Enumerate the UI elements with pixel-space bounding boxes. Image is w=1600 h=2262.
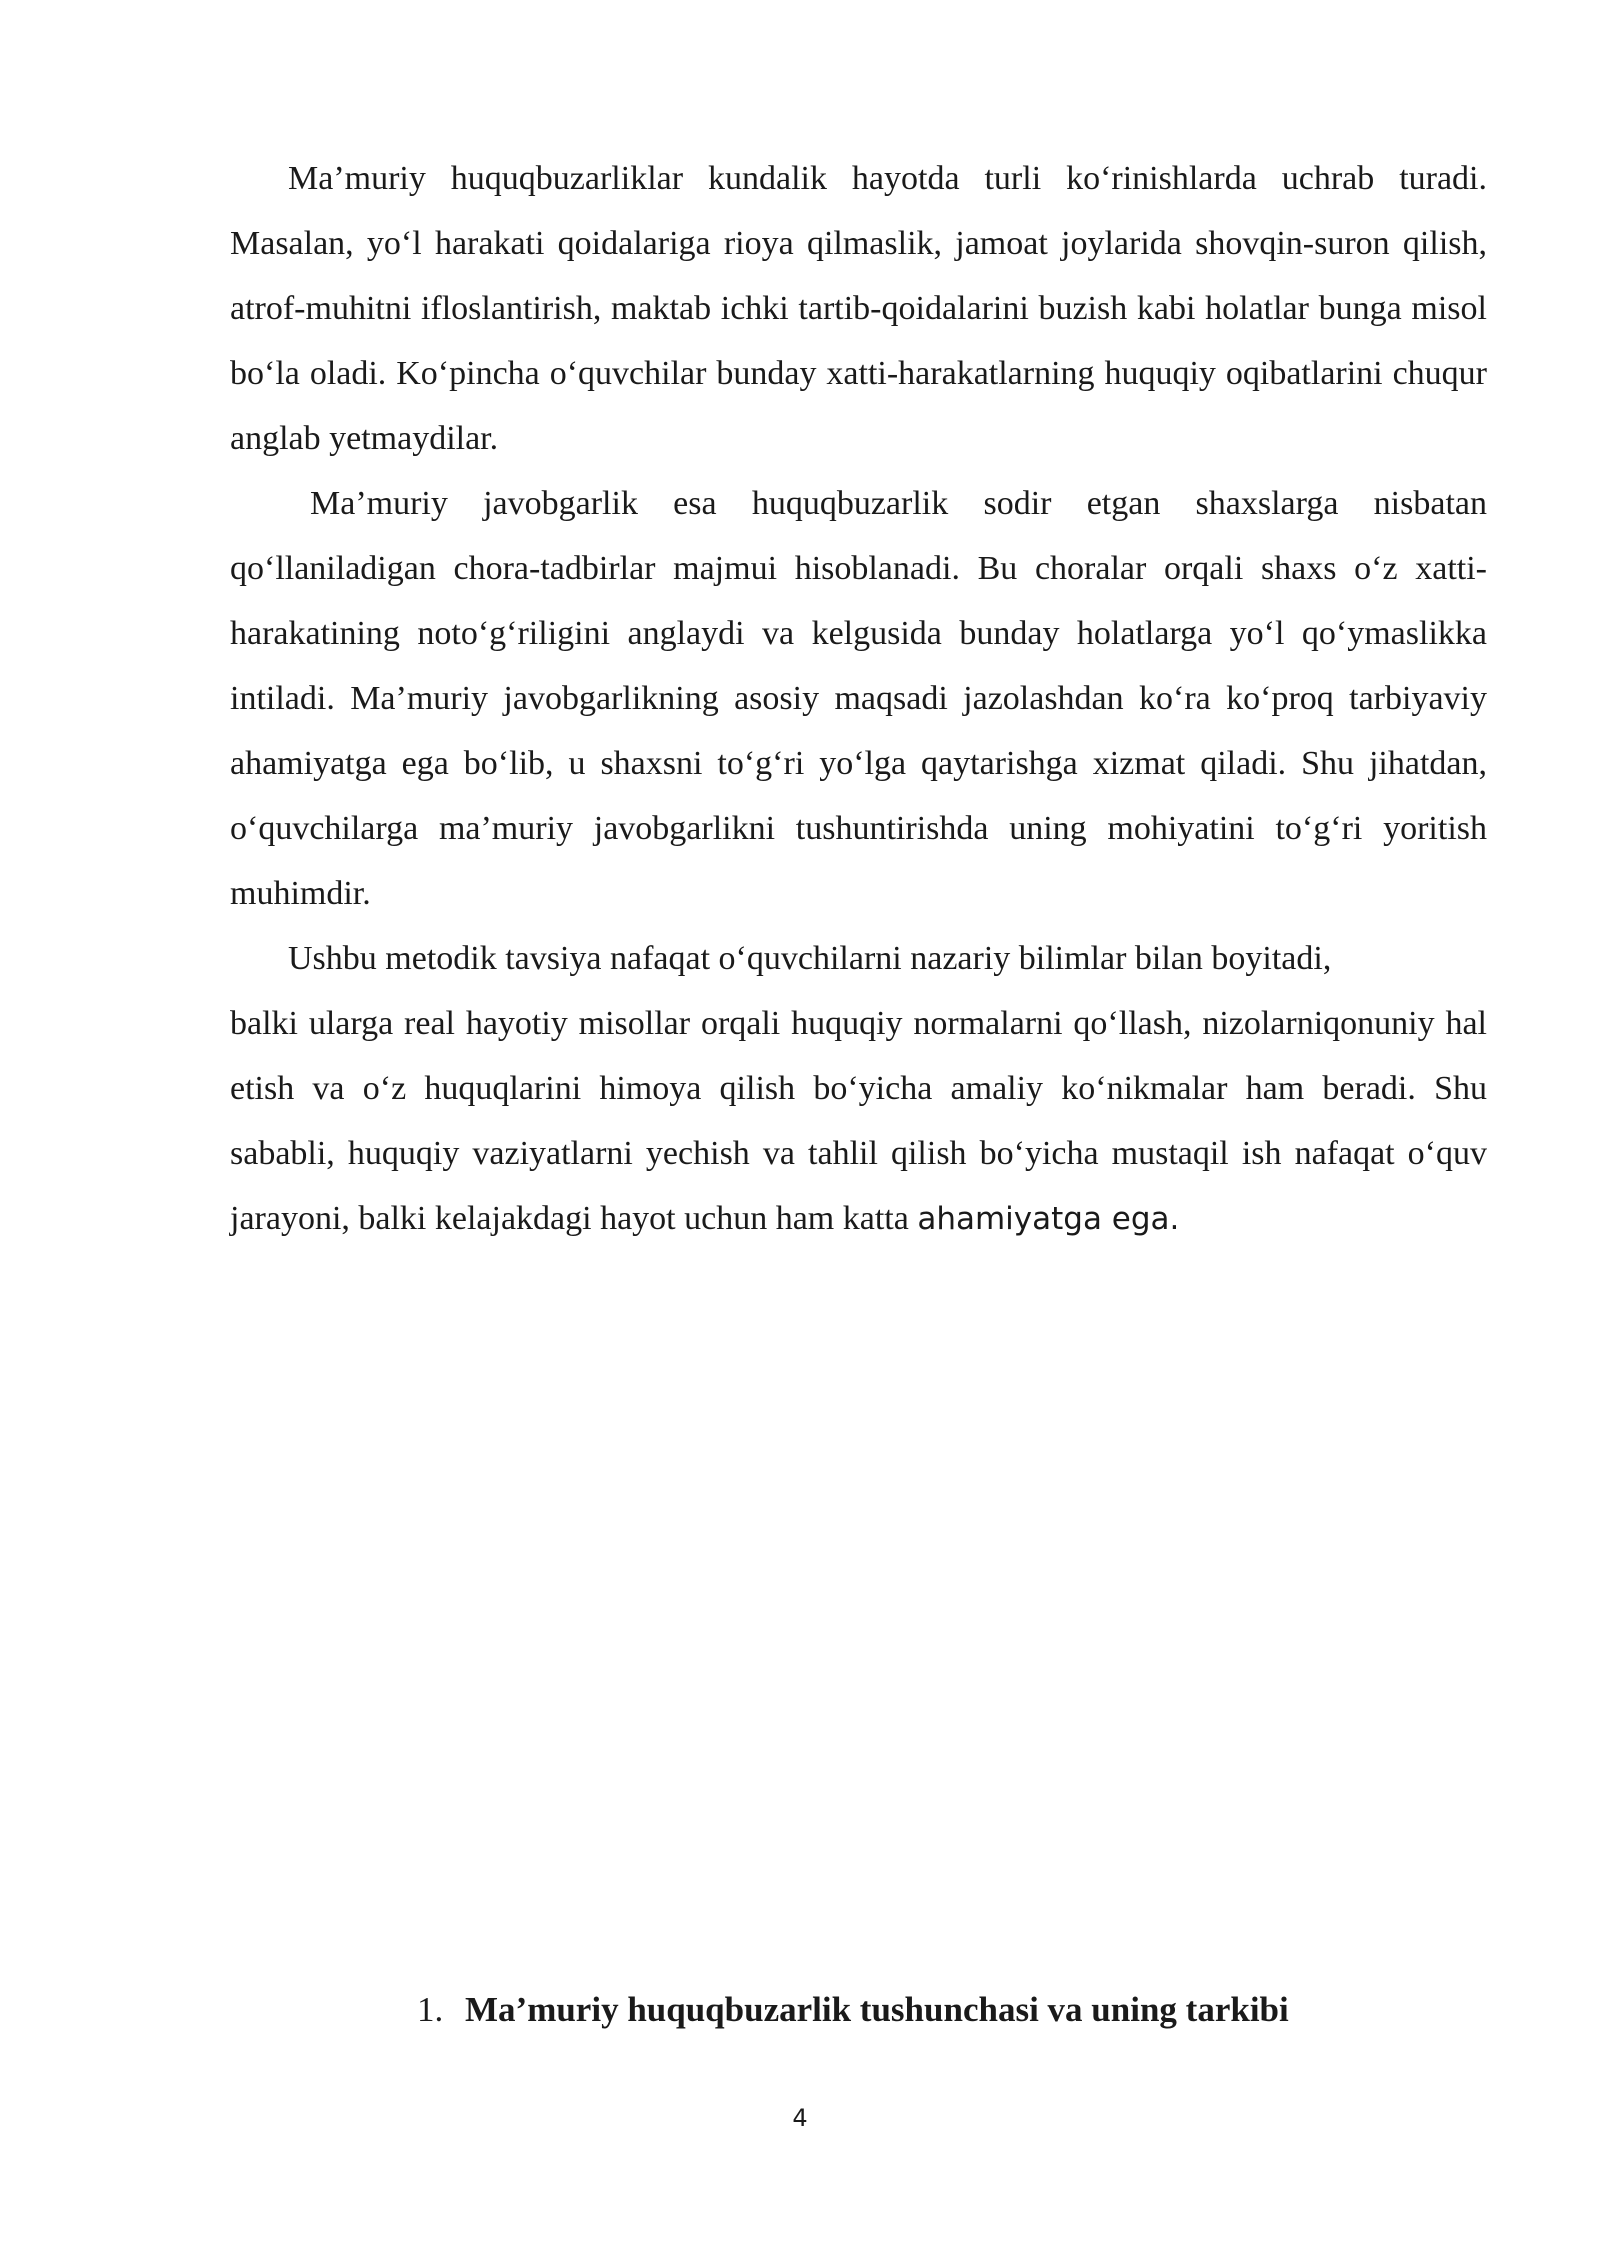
section-heading bbox=[417, 1986, 1289, 2034]
section-heading-title: Ma’muriy huquqbuzarlik tushunchasi va uning tarkibi bbox=[465, 1990, 1289, 2029]
paragraph-3-first-line: Ushbu metodik tavsiya nafaqat o‘quvchilarni nazariy bilimlar bilan boyitadi, bbox=[288, 940, 1332, 977]
paragraph-1: Ma’muriy huquqbuzarliklar kundalik hayotda turli ko‘rinishlarda uchrab turadi. Masalan, yo‘l harakati qoidalariga rioya qilmaslik, jamoat joylarida shovqin-suron qilish, atrof-muhitni ifloslantirish, maktab ichki tartib-qoidalarini buzish kabi holatlar bunga misol bo‘la oladi. Ko‘pincha o‘quvchilar bunday xatti-harakatlarning huquqiy oqibatlarini chuqur anglab yetmaydilar. bbox=[230, 160, 1487, 457]
body-text bbox=[230, 146, 1487, 1252]
section-heading-number: 1. bbox=[417, 1990, 444, 2029]
paragraph-3-text: balki ularga real hayotiy misollar orqali huquqiy normalarni qo‘llash, nizolarniqonuniy hal etish va o‘z huquqlarini himoya qilish bo‘yicha amaliy ko‘nikmalar ham beradi. Shu sababli, huquqiy vaziyatlarni yechish va tahlil qilish bo‘yicha mustaqil ish nafaqat o‘quv jarayoni, balki kelajakdagi hayot uchun ham katta bbox=[230, 1005, 1487, 1237]
paragraph-2: Ma’muriy javobgarlik esa huquqbuzarlik sodir etgan shaxslarga nisbatan qo‘llaniladigan chora-tadbirlar majmui hisoblanadi. Bu choralar orqali shaxs o‘z xatti-harakatining noto‘g‘riligini anglaydi va kelgusida bunday holatlarga yo‘l qo‘ymaslikka intiladi. Ma’muriy javobgarlikning asosiy maqsadi jazolashdan ko‘ra ko‘proq tarbiyaviy ahamiyatga ega bo‘lib, u shaxsni to‘g‘ri yo‘lga qaytarishga xizmat qiladi. Shu jihatdan, o‘quvchilarga ma’muriy javobgarlikni tushuntirishda uning mohiyatini to‘g‘ri yoritish muhimdir. bbox=[230, 485, 1487, 912]
paragraph-3-tail: ahamiyatga ega. bbox=[917, 1201, 1180, 1237]
paragraph-3-body bbox=[230, 991, 1487, 1252]
page-number: 4 bbox=[792, 2104, 808, 2132]
paragraph-3 bbox=[230, 926, 1487, 1252]
